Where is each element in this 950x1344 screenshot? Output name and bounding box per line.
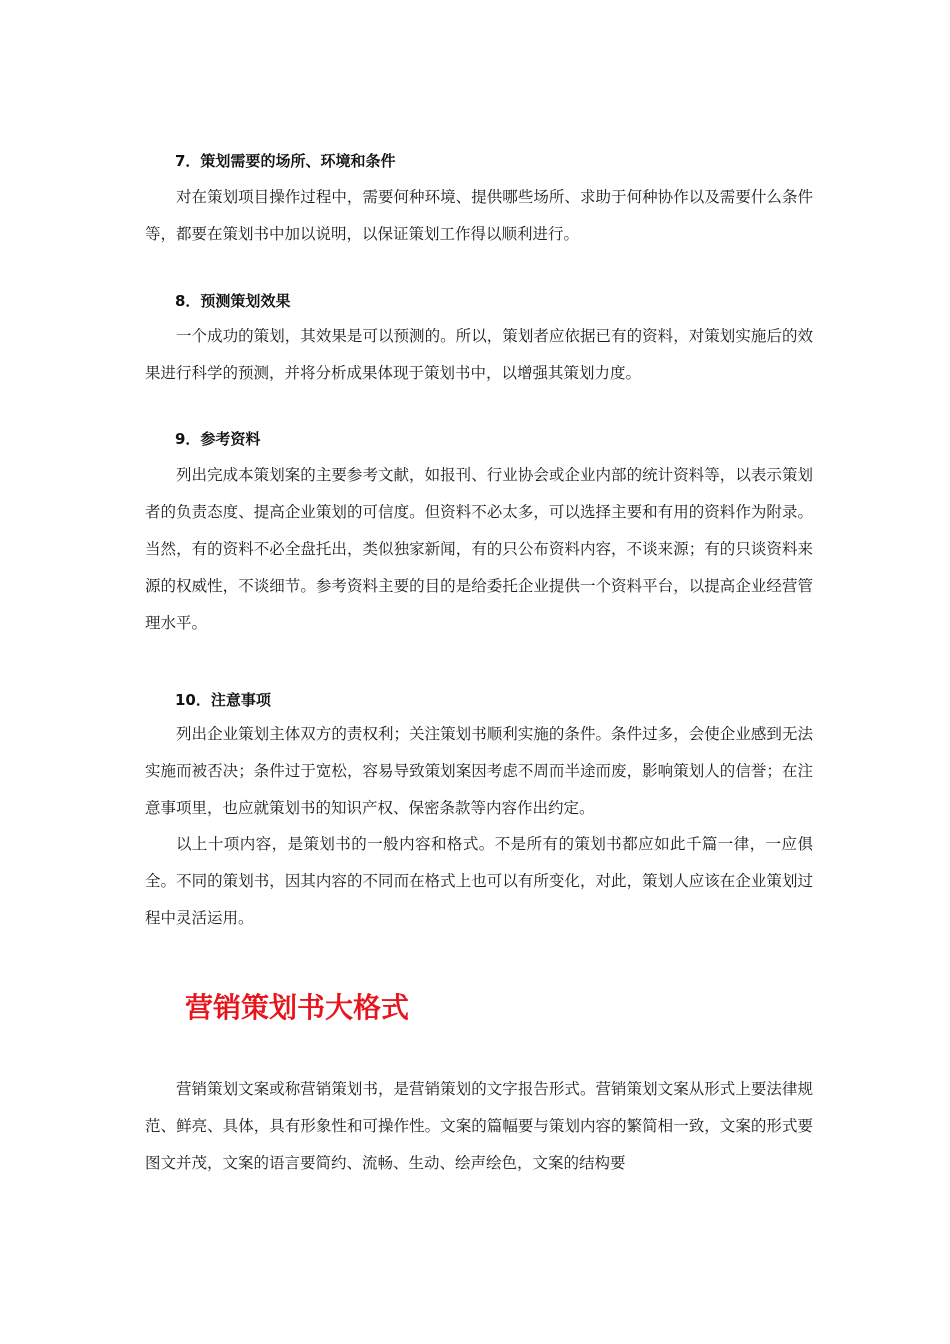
section-heading-10: 10．注意事项: [175, 691, 271, 709]
summary-paragraph: 以上十项内容，是策划书的一般内容和格式。不是所有的策划书都应如此千篇一律，一应俱全。不同的策划书，因其内容的不同而在格式上也可以有所变化，对此，策划人应该在企业策划过程中灵活运用。: [145, 835, 813, 927]
section-paragraph-10: 列出企业策划主体双方的责权利；关注策划书顺利实施的条件。条件过多，会使企业感到无法实施而被否决；条件过于宽松，容易导致策划案因考虑不周而半途而废，影响策划人的信誉；在注意事项里，也应就策划书的知识产权、保密条款等内容作出约定。: [145, 725, 813, 817]
section-heading-8: 8．预测策划效果: [175, 292, 291, 310]
section-heading-9: 9．参考资料: [175, 430, 261, 448]
marketing-plan-title: 营销策划书大格式: [185, 991, 410, 1024]
section-heading-7: 7．策划需要的场所、环境和条件: [175, 152, 396, 170]
intro-paragraph: 营销策划文案或称营销策划书，是营销策划的文字报告形式。营销策划文案从形式上要法律规范、鲜亮、具体，具有形象性和可操作性。文案的篇幅要与策划内容的繁简相一致，文案的形式要图文并茂，文案的语言要简约、流畅、生动、绘声绘色，文案的结构要: [145, 1080, 813, 1172]
section-paragraph-8: 一个成功的策划，其效果是可以预测的。所以，策划者应依据已有的资料，对策划实施后的效果进行科学的预测，并将分析成果体现于策划书中，以增强其策划力度。: [145, 327, 813, 382]
section-paragraph-7: 对在策划项目操作过程中，需要何种环境、提供哪些场所、求助于何种协作以及需要什么条件等，都要在策划书中加以说明，以保证策划工作得以顺利进行。: [145, 188, 813, 243]
section-paragraph-9: 列出完成本策划案的主要参考文献，如报刊、行业协会或企业内部的统计资料等，以表示策划者的负责态度、提高企业策划的可信度。但资料不必太多，可以选择主要和有用的资料作为附录。当然，有的资料不必全盘托出，类似独家新闻，有的只公布资料内容，不谈来源；有的只谈资料来源的权威性，不谈细节。参考资料主要的目的是给委托企业提供一个资料平台，以提高企业经营管理水平。: [145, 466, 813, 632]
